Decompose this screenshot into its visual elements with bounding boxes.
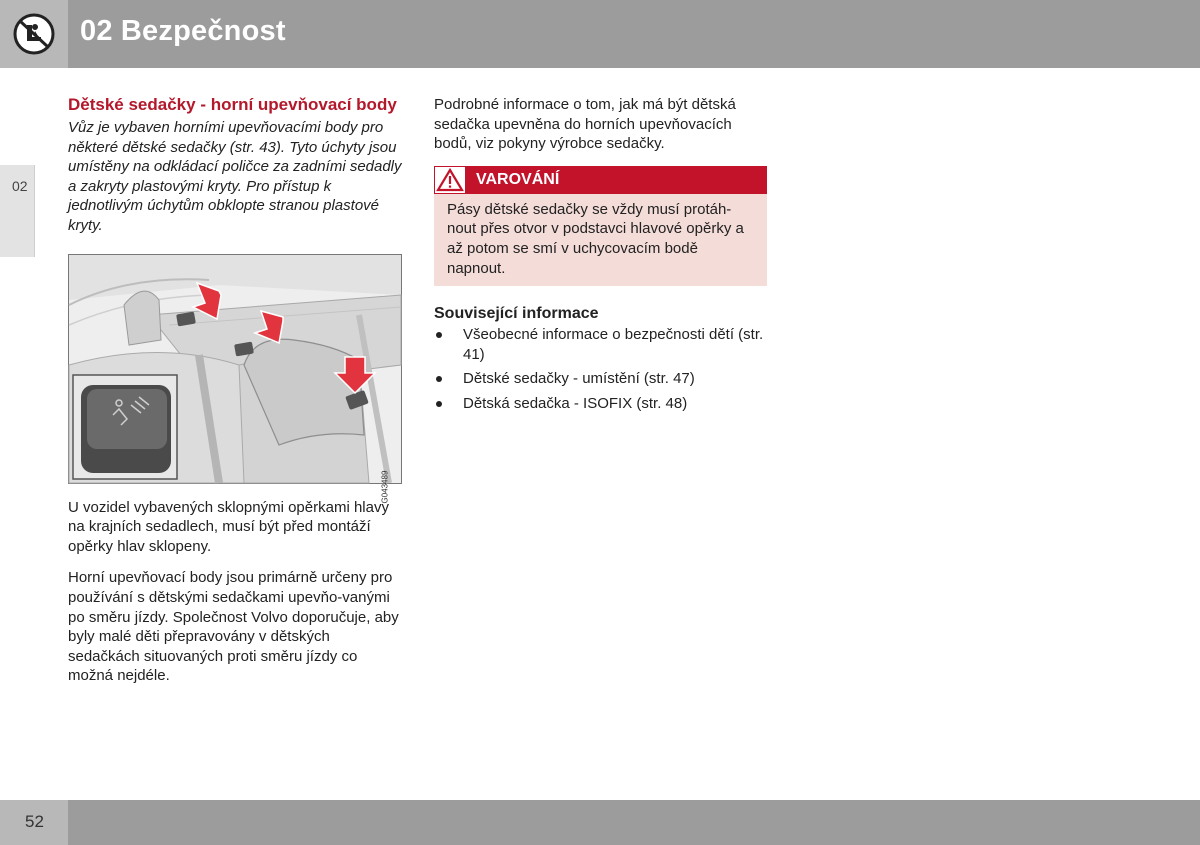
related-info-list <box>434 325 767 413</box>
related-info-heading: Související informace <box>434 305 599 323</box>
child-seat-icon <box>13 13 55 55</box>
headrest-paragraph: U vozidel vybavených sklopnými opěrkami hlavy na krajních sedadlech, musí být před montáží opěrky hlav sklopeny. <box>68 498 389 555</box>
warning-icon-box <box>434 166 466 194</box>
page-number: 52 <box>25 812 44 831</box>
warning-header <box>434 166 767 194</box>
chapter-icon-box <box>0 0 68 68</box>
related-link[interactable]: Dětské sedačky - umístění (str. 47) <box>434 369 767 389</box>
related-link[interactable]: Všeobecné informace o bezpečnosti dětí (str. 41) <box>434 325 767 364</box>
warning-triangle-icon <box>435 167 465 193</box>
intro-text: Vůz je vybaven horními upevňovacími body pro některé dětské sedačky (str. 43). Tyto úchyty jsou umístěny na odkládací poličce za zadními sedadly a zakryty plastovými kryty. Pro přístup k jednotlivým úchytům obklopte stranou plastové kryty. <box>68 119 402 234</box>
recommendation-paragraph: Horní upevňovací body jsou primárně určeny pro používání s dětskými sedačkami upevňo-vanými po směru jízdy. Společnost Volvo doporučuje, aby byly malé děti přepravovány v dětských sedačkách situovaných proti směru jízdy co možná nejdéle. <box>68 569 399 685</box>
side-tab-label: 02 <box>12 178 28 194</box>
tether-anchor-figure <box>68 254 402 504</box>
info-paragraph: Podrobné informace o tom, jak má být dětská sedačka upevněna do horních upevňovacích bodů, viz pokyny výrobce sedačky. <box>434 96 736 153</box>
chapter-title: 02 Bezpečnost <box>80 15 286 47</box>
left-column <box>68 95 402 698</box>
right-column <box>434 95 767 419</box>
warning-text: Pásy dětské sedačky se vždy musí protáh-nout přes otvor v podstavci hlavové opěrky a až potom se smí v uchycovacím bodě napnout. <box>434 194 767 286</box>
related-link[interactable]: Dětská sedačka - ISOFIX (str. 48) <box>434 394 767 414</box>
figure-code: G043489 <box>380 470 390 504</box>
rear-shelf-illustration <box>69 255 401 483</box>
section-heading: Dětské sedačky - horní upevňovací body <box>68 95 397 114</box>
page-footer <box>0 800 1200 845</box>
warning-box <box>434 166 767 286</box>
warning-title: VAROVÁNÍ <box>476 170 560 188</box>
